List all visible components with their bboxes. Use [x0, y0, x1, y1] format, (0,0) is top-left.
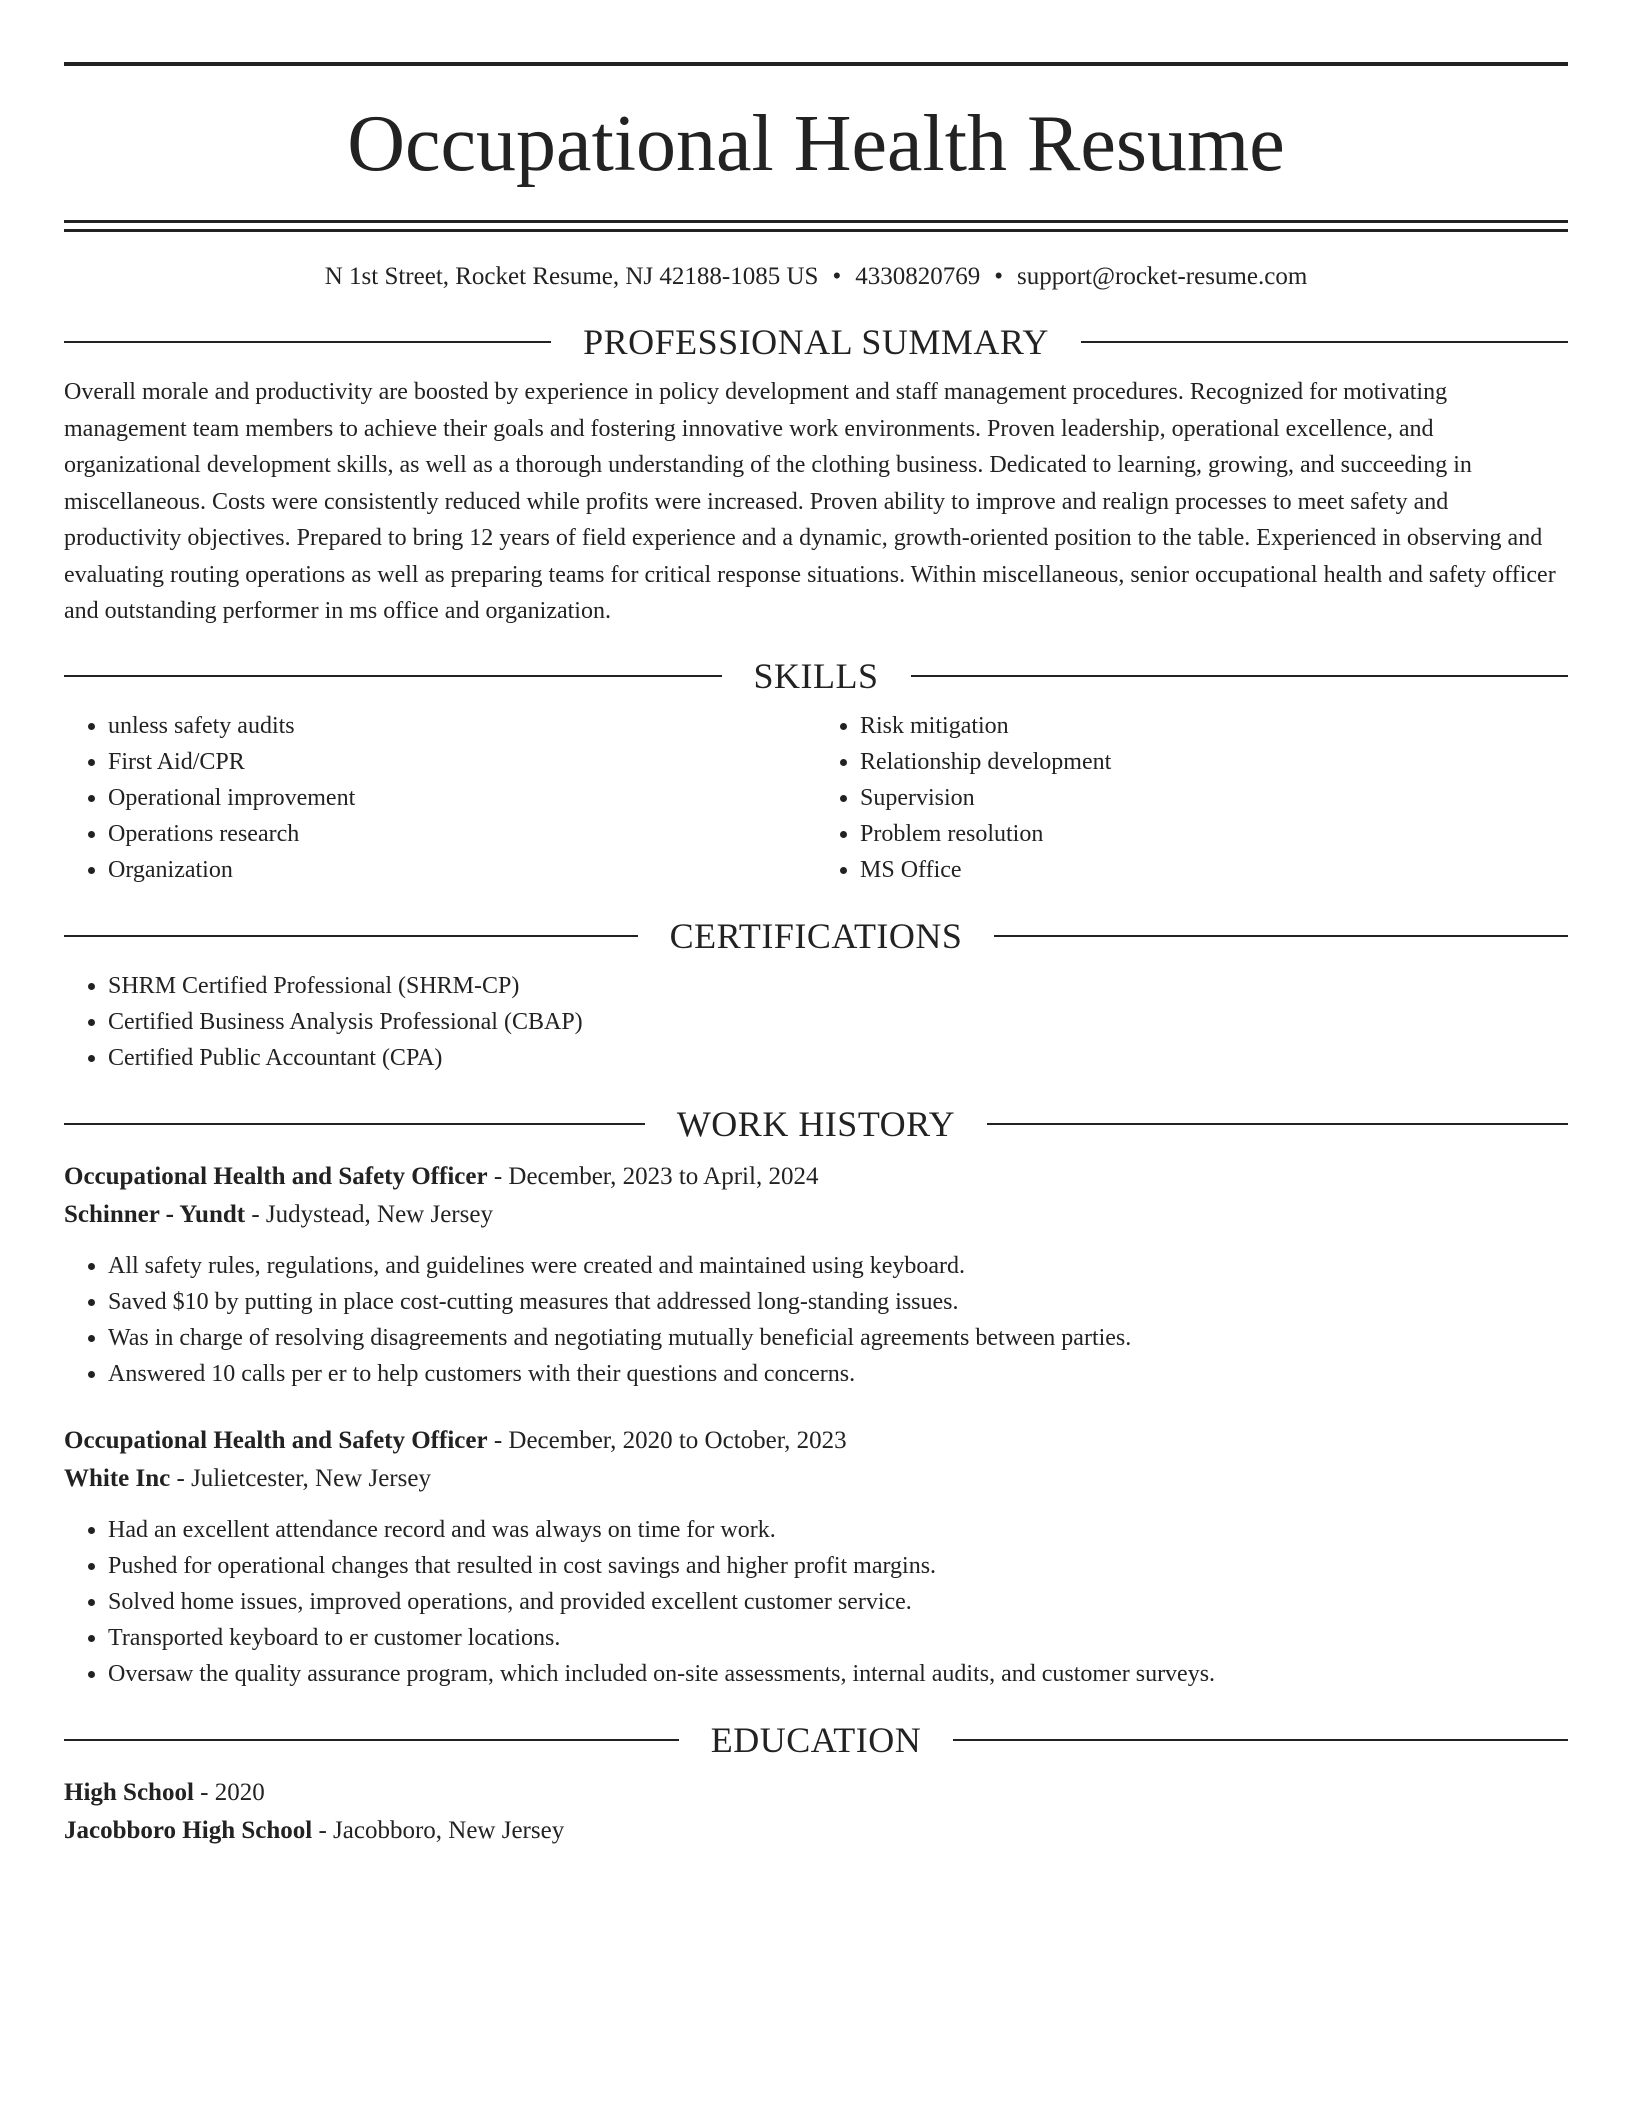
section-rule-right: [1081, 341, 1568, 343]
job-bullet: • Was in charge of resolving disagreements and negotiating mutually beneficial agreements between parties.: [108, 1320, 1568, 1356]
skill-item: • First Aid/CPR: [108, 744, 816, 780]
job-title: Occupational Health and Safety Officer: [64, 1426, 488, 1454]
section-rule-right: [911, 675, 1569, 677]
education-location: - Jacobboro, New Jersey: [312, 1816, 565, 1844]
certifications-list: [64, 968, 1568, 1076]
job-location: - Judystead, New Jersey: [245, 1200, 493, 1228]
skill-item: • Supervision: [860, 780, 1568, 816]
skills-section-header: [64, 654, 1568, 698]
resume-title: Occupational Health Resume: [347, 100, 1285, 188]
summary-section-header: [64, 320, 1568, 364]
certification-item: • SHRM Certified Professional (SHRM-CP): [108, 968, 1568, 1004]
certifications-section-title: CERTIFICATIONS: [669, 915, 963, 956]
job-dates: - December, 2020 to October, 2023: [487, 1426, 847, 1454]
skill-item: • Relationship development: [860, 744, 1568, 780]
work-section-header: [64, 1102, 1568, 1146]
job-bullet: • All safety rules, regulations, and guidelines were created and maintained using keyboard.: [108, 1248, 1568, 1284]
summary-section-title: PROFESSIONAL SUMMARY: [583, 322, 1049, 362]
certifications-section-header: [64, 914, 1568, 958]
section-rule-left: [64, 1123, 645, 1125]
job-dates: - December, 2023 to April, 2024: [487, 1162, 819, 1190]
education-degree-line: [64, 1774, 1568, 1812]
skills-column-left: [64, 708, 816, 888]
contact-email: support@rocket-resume.com: [1016, 263, 1308, 290]
job-company-line: [64, 1460, 1568, 1498]
job-company: White Inc: [64, 1464, 171, 1492]
job-title-line: [64, 1158, 1568, 1196]
job-company-line: [64, 1196, 1568, 1234]
job-company: Schinner - Yundt: [64, 1200, 246, 1228]
section-rule-left: [64, 1739, 679, 1741]
section-rule-right: [953, 1739, 1568, 1741]
education-section-title: EDUCATION: [710, 1719, 922, 1760]
skill-item: • Operations research: [108, 816, 816, 852]
contact-address: N 1st Street, Rocket Resume, NJ 42188-1085 US: [324, 263, 819, 290]
certification-item: • Certified Business Analysis Professional (CBAP): [108, 1004, 1568, 1040]
skill-item: • Problem resolution: [860, 816, 1568, 852]
contact-separator: •: [994, 263, 1003, 290]
job-bullet: • Oversaw the quality assurance program, which included on-site assessments, internal audits, and customer surveys.: [108, 1656, 1568, 1692]
skills-list: [64, 708, 1568, 888]
education-entry: [64, 1774, 1568, 1850]
section-rule-left: [64, 341, 551, 343]
certification-item: • Certified Public Accountant (CPA): [108, 1040, 1568, 1076]
skills-section-title: SKILLS: [753, 655, 879, 696]
job-bullet: • Had an excellent attendance record and was always on time for work.: [108, 1512, 1568, 1548]
resume-page: [64, 62, 1568, 1850]
contact-separator: •: [832, 263, 842, 290]
job-bullet: • Solved home issues, improved operations, and provided excellent customer service.: [108, 1584, 1568, 1620]
skill-item: • MS Office: [860, 852, 1568, 888]
education-school: Jacobboro High School: [64, 1816, 313, 1844]
education-year: - 2020: [193, 1778, 265, 1806]
job-entry: [64, 1422, 1568, 1692]
job-bullet: • Transported keyboard to er customer locations.: [108, 1620, 1568, 1656]
education-degree: High School: [64, 1778, 194, 1806]
title-double-rule: [64, 220, 1568, 232]
job-title: Occupational Health and Safety Officer: [64, 1162, 488, 1190]
skill-item: • Operational improvement: [108, 780, 816, 816]
job-entry: [64, 1158, 1568, 1392]
top-rule: [64, 62, 1568, 66]
professional-summary-text: Overall morale and productivity are boosted by experience in policy development and staff management procedures. Recognized for motivating management team members to achieve their goals and fostering innovative work environments. Proven leadership, operational excellence, and organizational development skills, as well as a thorough understanding of the clothing business. Dedicated to learning, growing, and succeeding in miscellaneous. Costs were consistently reduced while profits were increased. Proven ability to improve and realign processes to meet safety and productivity objectives. Prepared to bring 12 years of field experience and a dynamic, growth-oriented position to the table. Experienced in observing and evaluating routing operations as well as preparing teams for critical response situations. Within miscellaneous, senior occupational health and safety officer and outstanding performer in ms office and organization.: [64, 379, 1556, 624]
work-section-title: WORK HISTORY: [676, 1103, 956, 1144]
job-bullet: • Answered 10 calls per er to help customers with their questions and concerns.: [108, 1356, 1568, 1392]
job-location: - Julietcester, New Jersey: [170, 1464, 431, 1492]
section-rule-left: [64, 675, 722, 677]
job-bullet: • Saved $10 by putting in place cost-cutting measures that addressed long-standing issues.: [108, 1284, 1568, 1320]
section-rule-left: [64, 935, 638, 937]
job-bullet: • Pushed for operational changes that resulted in cost savings and higher profit margins.: [108, 1548, 1568, 1584]
education-section-header: [64, 1718, 1568, 1762]
job-bullets: [64, 1248, 1568, 1392]
skills-column-right: [816, 708, 1568, 888]
skill-item: • unless safety audits: [108, 708, 816, 744]
contact-line: [64, 260, 1568, 294]
skill-item: • Organization: [108, 852, 816, 888]
section-rule-right: [994, 935, 1568, 937]
skill-item: • Risk mitigation: [860, 708, 1568, 744]
contact-phone: 4330820769: [855, 263, 981, 290]
job-bullets: [64, 1512, 1568, 1692]
job-title-line: [64, 1422, 1568, 1460]
education-school-line: [64, 1812, 1568, 1850]
section-rule-right: [987, 1123, 1568, 1125]
